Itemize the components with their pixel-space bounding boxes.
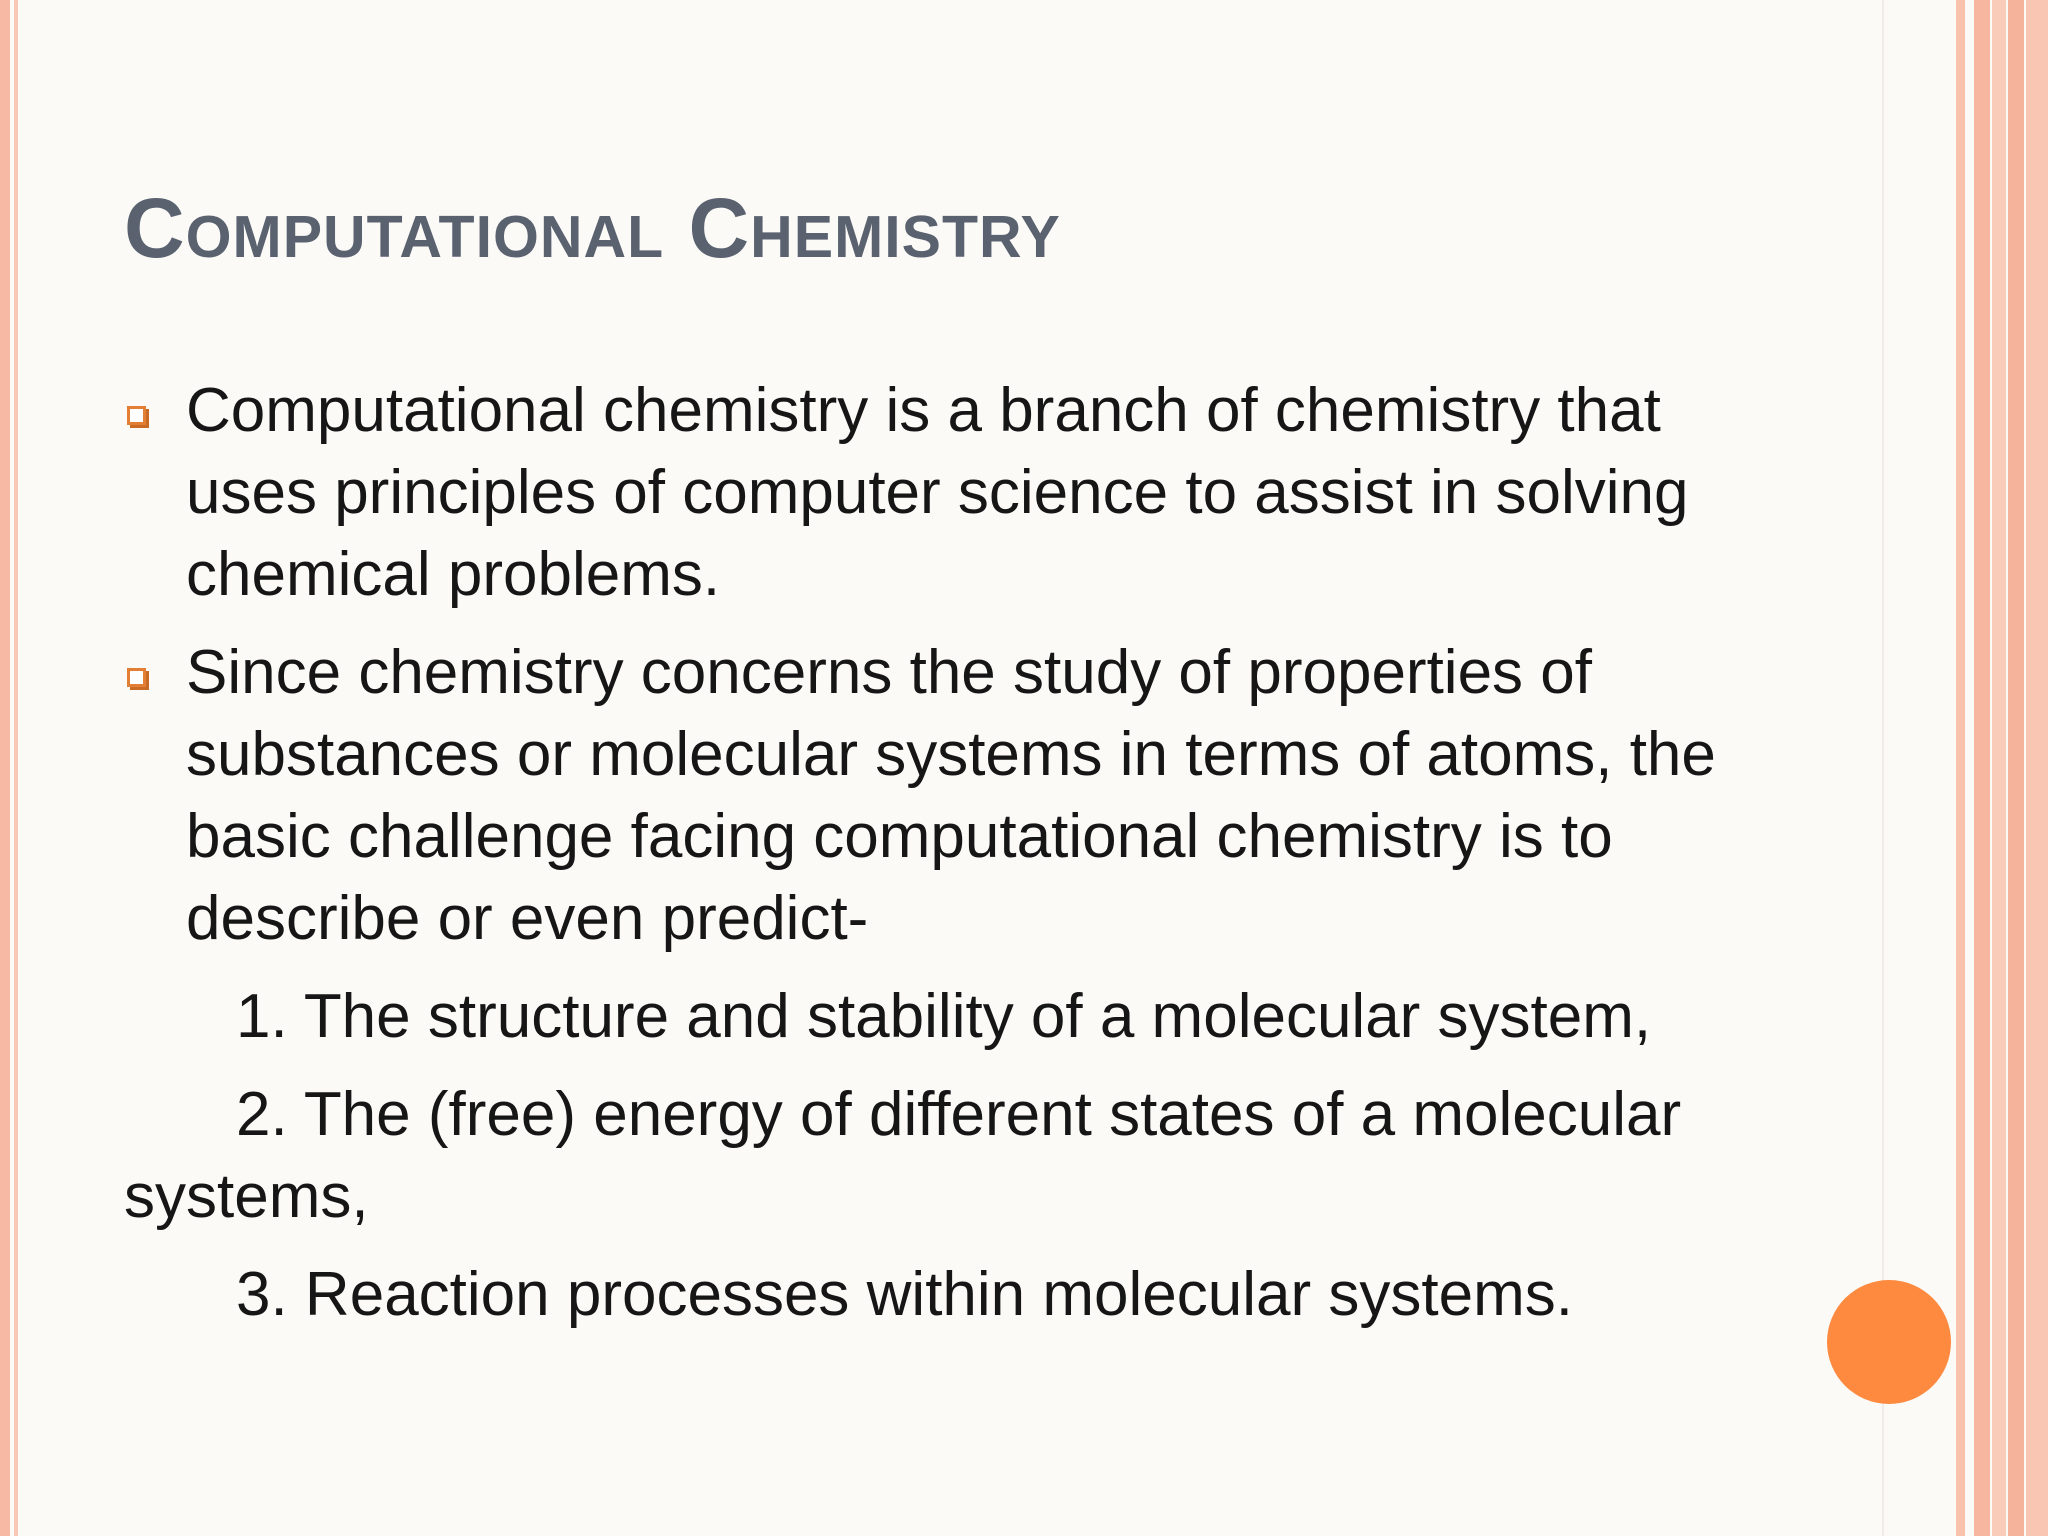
bullet-text-2: Since chemistry concerns the study of properties of substances or molecular systems in terms of atoms, the basic challenge facing computational chemistry is to describe or even predict- — [186, 638, 1716, 953]
hollow-square-bullet-icon — [127, 406, 146, 425]
slide-body — [124, 370, 1784, 1352]
right-border-stripe-1 — [1956, 0, 1965, 1536]
left-border-stripe-thin — [14, 0, 18, 1536]
hollow-square-bullet-icon — [127, 668, 146, 687]
bullet-item-1 — [124, 370, 1784, 616]
numbered-item-3: 3. Reaction processes within molecular systems. — [236, 1260, 1573, 1329]
slide-title: Computational Chemistry — [124, 181, 1061, 275]
numbered-item-2: 2. The (free) energy of different states of a molecular systems, — [124, 1080, 1682, 1231]
right-border-stripe-3 — [1992, 0, 2006, 1536]
bullet-item-2 — [124, 632, 1784, 960]
right-border-stripe-5 — [2026, 0, 2048, 1536]
right-border-stripe-4 — [2008, 0, 2024, 1536]
bullet-text-1: Computational chemistry is a branch of chemistry that uses principles of computer science to assist in solving chemical problems. — [186, 376, 1689, 609]
right-border-stripe-2 — [1974, 0, 1990, 1536]
numbered-item-1: 1. The structure and stability of a molecular system, — [236, 982, 1652, 1051]
orange-circle-decoration — [1827, 1280, 1951, 1404]
left-border-stripe — [0, 0, 10, 1536]
